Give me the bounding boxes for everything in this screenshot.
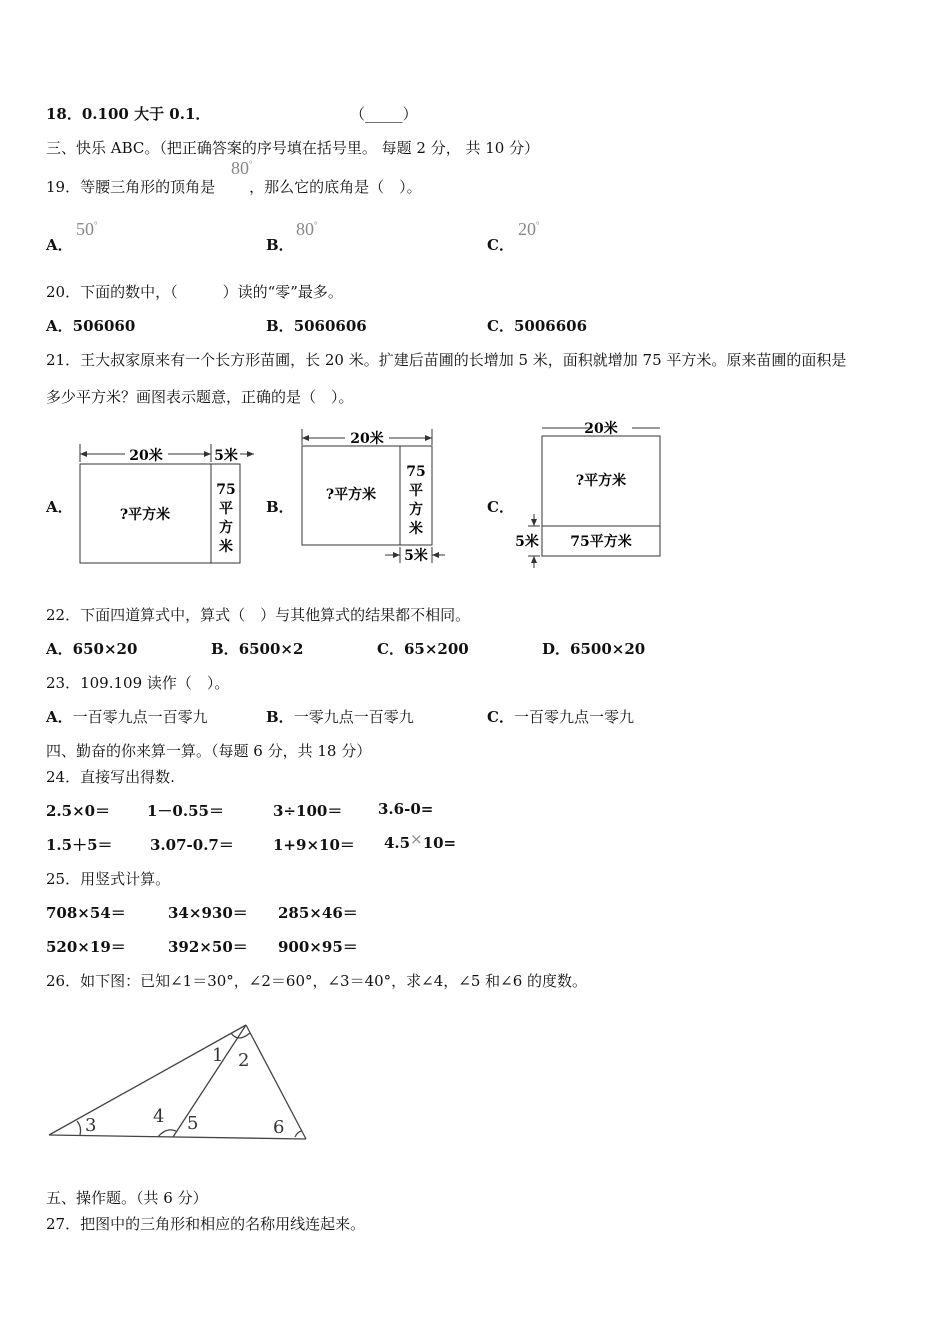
q19-option-c-label[interactable]: C． bbox=[487, 236, 514, 254]
q21-text-line2: 多少平方米？画图表示题意，正确的是（ ）。 bbox=[46, 388, 354, 406]
q25-text: 25．用竖式计算。 bbox=[46, 870, 171, 888]
svg-text:20米: 20米 bbox=[350, 431, 384, 447]
q24-r2-c4[interactable]: 4.5×10= bbox=[384, 830, 457, 852]
q23-option-a[interactable]: A．一百零九点一百零九 bbox=[46, 708, 208, 726]
svg-text:75: 75 bbox=[216, 482, 236, 498]
q19-option-c-value: 20° bbox=[518, 219, 540, 239]
svg-text:5米: 5米 bbox=[515, 534, 539, 550]
q25-r1-c1[interactable]: 708×54＝ bbox=[46, 904, 126, 922]
section4-heading: 四、勤奋的你来算一算。（每题 6 分，共 18 分） bbox=[46, 742, 372, 760]
q19-option-b-label[interactable]: B． bbox=[266, 236, 294, 254]
q21-option-c-label[interactable]: C． bbox=[487, 498, 514, 516]
angle-5-label: 5 bbox=[187, 1113, 199, 1134]
q21-figure-c bbox=[512, 418, 672, 573]
q21-option-b-label[interactable]: B． bbox=[266, 498, 294, 516]
angle-1-label: 1 bbox=[212, 1045, 224, 1066]
q21-text-line1: 21．王大叔家原来有一个长方形苗圃，长 20 米。扩建后苗圃的长增加 5 米，面积就增加 75 平方米。原来苗圃的面积是 bbox=[46, 351, 847, 369]
svg-text:平: 平 bbox=[219, 501, 233, 517]
svg-text:方: 方 bbox=[409, 502, 423, 518]
svg-text:5米: 5米 bbox=[404, 548, 428, 564]
q25-r2-c2[interactable]: 392×50＝ bbox=[168, 938, 248, 956]
angle-2-label: 2 bbox=[238, 1050, 250, 1071]
fig-a-len20: 20米 bbox=[129, 448, 163, 464]
q25-r1-c3[interactable]: 285×46＝ bbox=[278, 904, 358, 922]
fig-a-area-q: ?平方米 bbox=[119, 507, 171, 523]
q21-figure-a bbox=[70, 440, 265, 570]
q23-option-b[interactable]: B．一零九点一百零九 bbox=[266, 708, 414, 726]
q24-r1-c2[interactable]: 1－0.55＝ bbox=[147, 802, 224, 820]
q23-text: 23．109.109 读作（ ）。 bbox=[46, 674, 230, 692]
fig-a-len5: 5米 bbox=[214, 448, 238, 464]
q26-text: 26．如下图：已知∠1＝30°，∠2＝60°，∠3＝40°，求∠4，∠5 和∠6 的度数。 bbox=[46, 972, 588, 990]
angle-4-label: 4 bbox=[153, 1106, 165, 1127]
q22-option-b[interactable]: B．6500×2 bbox=[211, 640, 304, 658]
section3-heading: 三、快乐 ABC。（把正确答案的序号填在括号里。 每题 2 分， 共 10 分） bbox=[46, 139, 540, 157]
svg-text:75平方米: 75平方米 bbox=[570, 534, 632, 550]
svg-text:?平方米: ?平方米 bbox=[575, 473, 627, 489]
q24-r2-c3[interactable]: 1+9×10＝ bbox=[273, 836, 355, 854]
q25-r2-c1[interactable]: 520×19＝ bbox=[46, 938, 126, 956]
q22-option-c[interactable]: C．65×200 bbox=[377, 640, 469, 658]
q21-option-a-label[interactable]: A． bbox=[46, 498, 73, 516]
svg-text:米: 米 bbox=[409, 521, 423, 537]
q26-triangle-figure bbox=[40, 1015, 320, 1150]
q19-angle: 80° bbox=[231, 158, 253, 178]
q19-text: 19．等腰三角形的顶角是 ，那么它的底角是（ ）。 bbox=[46, 178, 422, 196]
q23-option-c[interactable]: C．一百零九点一零九 bbox=[487, 708, 634, 726]
svg-text:平: 平 bbox=[409, 483, 423, 499]
svg-text:20米: 20米 bbox=[584, 421, 618, 437]
angle-6-label: 6 bbox=[273, 1117, 285, 1138]
q24-r2-c2[interactable]: 3.07-0.7＝ bbox=[150, 836, 234, 854]
q20-option-c[interactable]: C．5006606 bbox=[487, 317, 588, 335]
svg-text:?平方米: ?平方米 bbox=[325, 487, 377, 503]
q24-text: 24．直接写出得数. bbox=[46, 768, 175, 786]
q24-r2-c1[interactable]: 1.5＋5＝ bbox=[46, 836, 113, 854]
q20-option-b[interactable]: B．5060606 bbox=[266, 317, 367, 335]
q19-option-a-label[interactable]: A． bbox=[46, 236, 73, 254]
q20-option-a[interactable]: A．506060 bbox=[46, 317, 136, 335]
svg-text:75: 75 bbox=[406, 464, 426, 480]
q22-option-d[interactable]: D．6500×20 bbox=[542, 640, 646, 658]
q27-text: 27．把图中的三角形和相应的名称用线连起来。 bbox=[46, 1215, 366, 1233]
q19-option-b-value: 80° bbox=[296, 219, 318, 239]
q21-figure-b bbox=[295, 425, 455, 570]
q18-answer-blank[interactable]: （_____） bbox=[350, 105, 418, 123]
q24-r1-c1[interactable]: 2.5×0＝ bbox=[46, 802, 111, 820]
q18-text: 18．0.100 大于 0.1． bbox=[46, 105, 211, 123]
section5-heading: 五、操作题。（共 6 分） bbox=[46, 1189, 208, 1207]
q24-r1-c3[interactable]: 3÷100＝ bbox=[273, 802, 343, 820]
q20-text: 20．下面的数中，（ ）读的“零”最多。 bbox=[46, 283, 343, 301]
svg-text:米: 米 bbox=[219, 539, 233, 555]
q24-r1-c4[interactable]: 3.6-0= bbox=[378, 800, 434, 818]
q25-r2-c3[interactable]: 900×95＝ bbox=[278, 938, 358, 956]
q22-option-a[interactable]: A．650×20 bbox=[46, 640, 138, 658]
q22-text: 22．下面四道算式中，算式（ ）与其他算式的结果都不相同。 bbox=[46, 606, 471, 624]
q25-r1-c2[interactable]: 34×930＝ bbox=[168, 904, 248, 922]
q19-option-a-value: 50° bbox=[76, 219, 98, 239]
svg-text:方: 方 bbox=[219, 520, 233, 536]
angle-3-label: 3 bbox=[85, 1115, 97, 1136]
